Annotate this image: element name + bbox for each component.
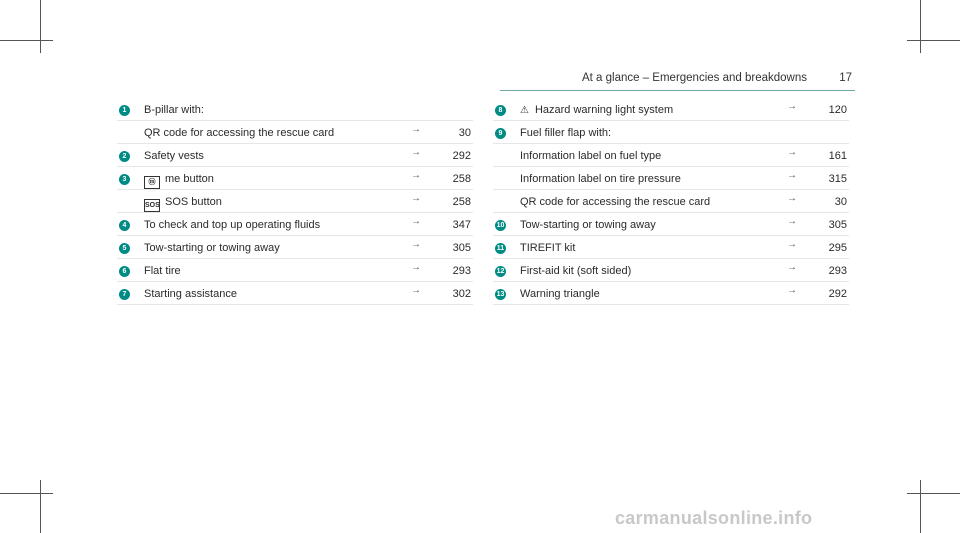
item-number-badge: 9 bbox=[495, 128, 506, 139]
item-label bbox=[520, 215, 656, 235]
item-label bbox=[520, 169, 681, 189]
page-reference[interactable]: 305 bbox=[452, 242, 471, 254]
crop-mark bbox=[907, 493, 960, 494]
list-item bbox=[117, 215, 473, 236]
item-label bbox=[144, 100, 204, 120]
arrow-icon: → bbox=[787, 239, 797, 250]
item-text: Information label on fuel type bbox=[520, 150, 662, 162]
page-reference[interactable]: 295 bbox=[828, 242, 847, 254]
item-label bbox=[520, 123, 611, 143]
item-label bbox=[144, 192, 222, 212]
list-item bbox=[493, 215, 849, 236]
page-reference[interactable]: 30 bbox=[834, 196, 847, 208]
crop-mark bbox=[0, 493, 53, 494]
list-item bbox=[493, 123, 849, 144]
item-text: Tow-starting or towing away bbox=[520, 219, 656, 231]
item-text: TIREFIT kit bbox=[520, 242, 576, 254]
list-item bbox=[493, 284, 849, 305]
list-item bbox=[493, 238, 849, 259]
list-item bbox=[493, 169, 849, 190]
crop-mark bbox=[920, 0, 921, 53]
item-text: First-aid kit (soft sided) bbox=[520, 265, 632, 277]
item-label bbox=[144, 169, 214, 189]
item-number-badge: 2 bbox=[119, 151, 130, 162]
sos-icon: SOS bbox=[144, 199, 160, 212]
item-text: Information label on tire pressure bbox=[520, 173, 681, 185]
crop-mark bbox=[40, 0, 41, 53]
item-label bbox=[520, 192, 710, 212]
item-label bbox=[144, 284, 237, 304]
item-text: QR code for accessing the rescue card bbox=[520, 196, 711, 208]
item-label bbox=[520, 284, 600, 304]
item-number-badge: 13 bbox=[496, 291, 505, 298]
item-number-badge: 1 bbox=[119, 105, 130, 116]
page-reference[interactable]: 292 bbox=[452, 150, 471, 162]
item-label bbox=[144, 261, 181, 281]
item-number-badge: 5 bbox=[119, 243, 130, 254]
arrow-icon: → bbox=[787, 193, 797, 204]
list-item bbox=[117, 238, 473, 259]
me-connect-icon: ⓜ bbox=[144, 176, 160, 189]
list-item bbox=[493, 261, 849, 282]
list-item bbox=[117, 123, 473, 144]
arrow-icon: → bbox=[787, 147, 797, 158]
header-title: At a glance – Emergencies and breakdowns bbox=[581, 72, 807, 84]
list-item bbox=[493, 192, 849, 213]
list-item bbox=[117, 284, 473, 305]
left-column bbox=[117, 100, 473, 307]
item-label bbox=[144, 146, 204, 166]
page-reference[interactable]: 305 bbox=[828, 219, 847, 231]
page-number: 17 bbox=[839, 72, 852, 84]
crop-mark bbox=[920, 480, 921, 533]
arrow-icon: → bbox=[787, 170, 797, 181]
item-text: Safety vests bbox=[144, 150, 204, 162]
item-number-badge: 11 bbox=[496, 245, 505, 252]
arrow-icon: → bbox=[411, 147, 421, 158]
list-item bbox=[117, 192, 473, 213]
item-text: QR code for accessing the rescue card bbox=[144, 127, 335, 139]
item-number-badge: 6 bbox=[119, 266, 130, 277]
item-text: Tow-starting or towing away bbox=[144, 242, 280, 254]
item-number-badge: 4 bbox=[119, 220, 130, 231]
item-number-badge: 3 bbox=[119, 174, 130, 185]
item-text: SOS button bbox=[165, 196, 222, 208]
item-text: me button bbox=[165, 173, 214, 185]
list-item bbox=[493, 146, 849, 167]
item-number-badge: 12 bbox=[496, 268, 505, 275]
watermark: carmanualsonline.info bbox=[615, 508, 813, 528]
arrow-icon: → bbox=[787, 216, 797, 227]
item-text: Flat tire bbox=[144, 265, 181, 277]
arrow-icon: → bbox=[411, 124, 421, 135]
list-item bbox=[117, 100, 473, 121]
item-label bbox=[520, 146, 661, 166]
page-reference[interactable]: 302 bbox=[452, 288, 471, 300]
item-text: Fuel filler flap with: bbox=[520, 127, 612, 139]
arrow-icon: → bbox=[787, 262, 797, 273]
page-reference[interactable]: 292 bbox=[828, 288, 847, 300]
item-number-badge: 7 bbox=[119, 289, 130, 300]
arrow-icon: → bbox=[411, 193, 421, 204]
page-reference[interactable]: 315 bbox=[828, 173, 847, 185]
list-item bbox=[117, 169, 473, 190]
hazard-warning-icon: ⚠ bbox=[520, 105, 529, 116]
item-label bbox=[144, 215, 320, 235]
page-reference[interactable]: 258 bbox=[452, 196, 471, 208]
item-label bbox=[520, 100, 673, 121]
page-reference[interactable]: 30 bbox=[458, 127, 471, 139]
arrow-icon: → bbox=[787, 285, 797, 296]
page-reference[interactable]: 120 bbox=[828, 104, 847, 116]
page-reference[interactable]: 161 bbox=[828, 150, 847, 162]
arrow-icon: → bbox=[411, 216, 421, 227]
list-item bbox=[493, 100, 849, 121]
item-text: Hazard warning light system bbox=[534, 104, 674, 116]
page-reference[interactable]: 293 bbox=[452, 265, 471, 277]
item-text: Warning triangle bbox=[520, 288, 600, 300]
right-column bbox=[493, 100, 849, 307]
item-number-badge: 8 bbox=[495, 105, 506, 116]
crop-mark bbox=[907, 40, 960, 41]
arrow-icon: → bbox=[411, 239, 421, 250]
item-label bbox=[144, 238, 280, 258]
item-label bbox=[520, 261, 631, 281]
item-number-badge: 10 bbox=[496, 222, 505, 229]
item-text: B-pillar with: bbox=[144, 104, 204, 116]
arrow-icon: → bbox=[411, 262, 421, 273]
list-item bbox=[117, 146, 473, 167]
crop-mark bbox=[40, 480, 41, 533]
page-header bbox=[500, 72, 855, 91]
page-reference[interactable]: 258 bbox=[452, 173, 471, 185]
item-label bbox=[144, 123, 334, 143]
item-text: To check and top up operating fluids bbox=[144, 219, 321, 231]
crop-mark bbox=[0, 40, 53, 41]
page-reference[interactable]: 347 bbox=[452, 219, 471, 231]
item-text: Starting assistance bbox=[144, 288, 237, 300]
item-label bbox=[520, 238, 575, 258]
arrow-icon: → bbox=[411, 285, 421, 296]
arrow-icon: → bbox=[411, 170, 421, 181]
arrow-icon: → bbox=[787, 101, 797, 112]
list-item bbox=[117, 261, 473, 282]
page-reference[interactable]: 293 bbox=[828, 265, 847, 277]
